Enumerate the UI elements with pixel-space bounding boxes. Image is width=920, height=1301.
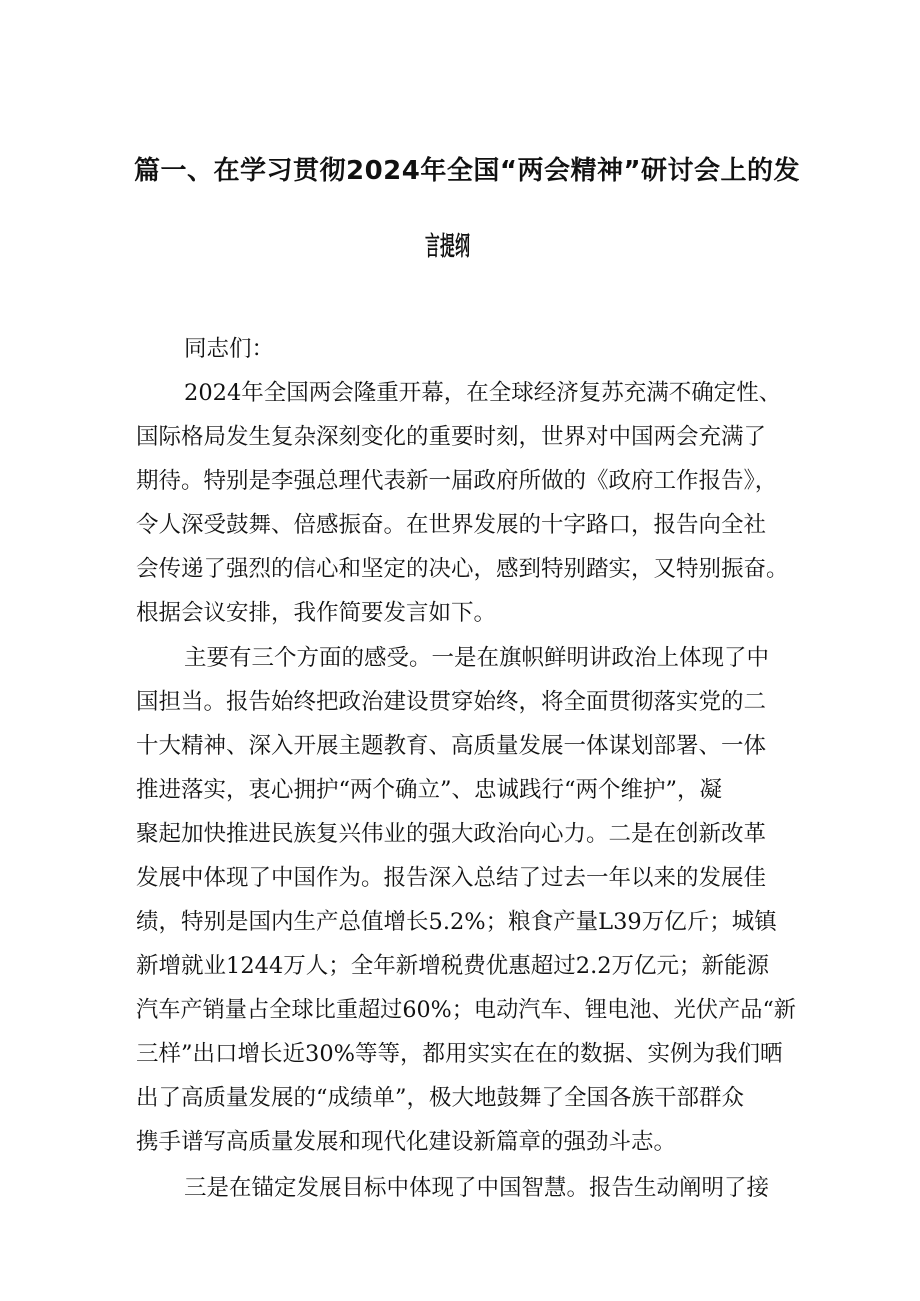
paragraph-line: 三是在锚定发展目标中体现了中国智慧。报告生动阐明了接 [184,1175,770,1201]
paragraph-line: 汽车产销量占全球比重超过60%；电动汽车、锂电池、光伏产品“新 [136,997,796,1023]
paragraph-line: 主要有三个方面的感受。一是在旗帜鲜明讲政治上体现了中 [184,645,770,671]
paragraph-line: 十大精神、深入开展主题教育、高质量发展一体谋划部署、一体 [136,733,767,759]
paragraph-line: 三样”出口增长近30%等等，都用实实在在的数据、实例为我们晒 [136,1041,783,1067]
paragraph-line: 出了高质量发展的“成绩单”，极大地鼓舞了全国各族干部群众 [136,1085,745,1111]
document-title-line-1: 篇一、在学习贯彻2024年全国“两会精神”研讨会上的发 [134,156,801,186]
paragraph-line: 令人深受鼓舞、倍感振奋。在世界发展的十字路口，报告向全社 [136,512,767,538]
paragraph-line: 绩，特别是国内生产总值增长5.2%；粮食产量L39万亿斤；城镇 [136,909,777,935]
paragraph-line: 新增就业1244万人；全年新增税费优惠超过2.2万亿元；新能源 [136,953,770,979]
document-title-line-2: 言提纲 [425,232,471,262]
paragraph-line: 发展中体现了中国作为。报告深入总结了过去一年以来的发展佳 [136,865,767,891]
paragraph-line: 聚起加快推进民族复兴伟业的强大政治向心力。二是在创新改革 [136,821,767,847]
paragraph-line: 2024年全国两会隆重开幕，在全球经济复苏充满不确定性、 [184,380,782,406]
paragraph-line: 期待。特别是李强总理代表新一届政府所做的《政府工作报告》， [136,468,778,494]
paragraph-line: 根据会议安排，我作简要发言如下。 [136,600,497,626]
paragraph-line: 国际格局发生复杂深刻变化的重要时刻，世界对中国两会充满了 [136,424,767,450]
paragraph-line: 会传递了强烈的信心和坚定的决心，感到特别踏实，又特别振奋。 [136,556,789,582]
paragraph-line: 国担当。报告始终把政治建设贯穿始终，将全面贯彻落实党的二 [136,689,767,715]
paragraph-line: 同志们： [184,336,275,362]
paragraph-line: 携手谱写高质量发展和现代化建设新篇章的强劲斗志。 [136,1129,677,1155]
paragraph-line: 推进落实，衷心拥护“两个确立”、忠诚践行“两个维护”，凝 [136,777,723,803]
